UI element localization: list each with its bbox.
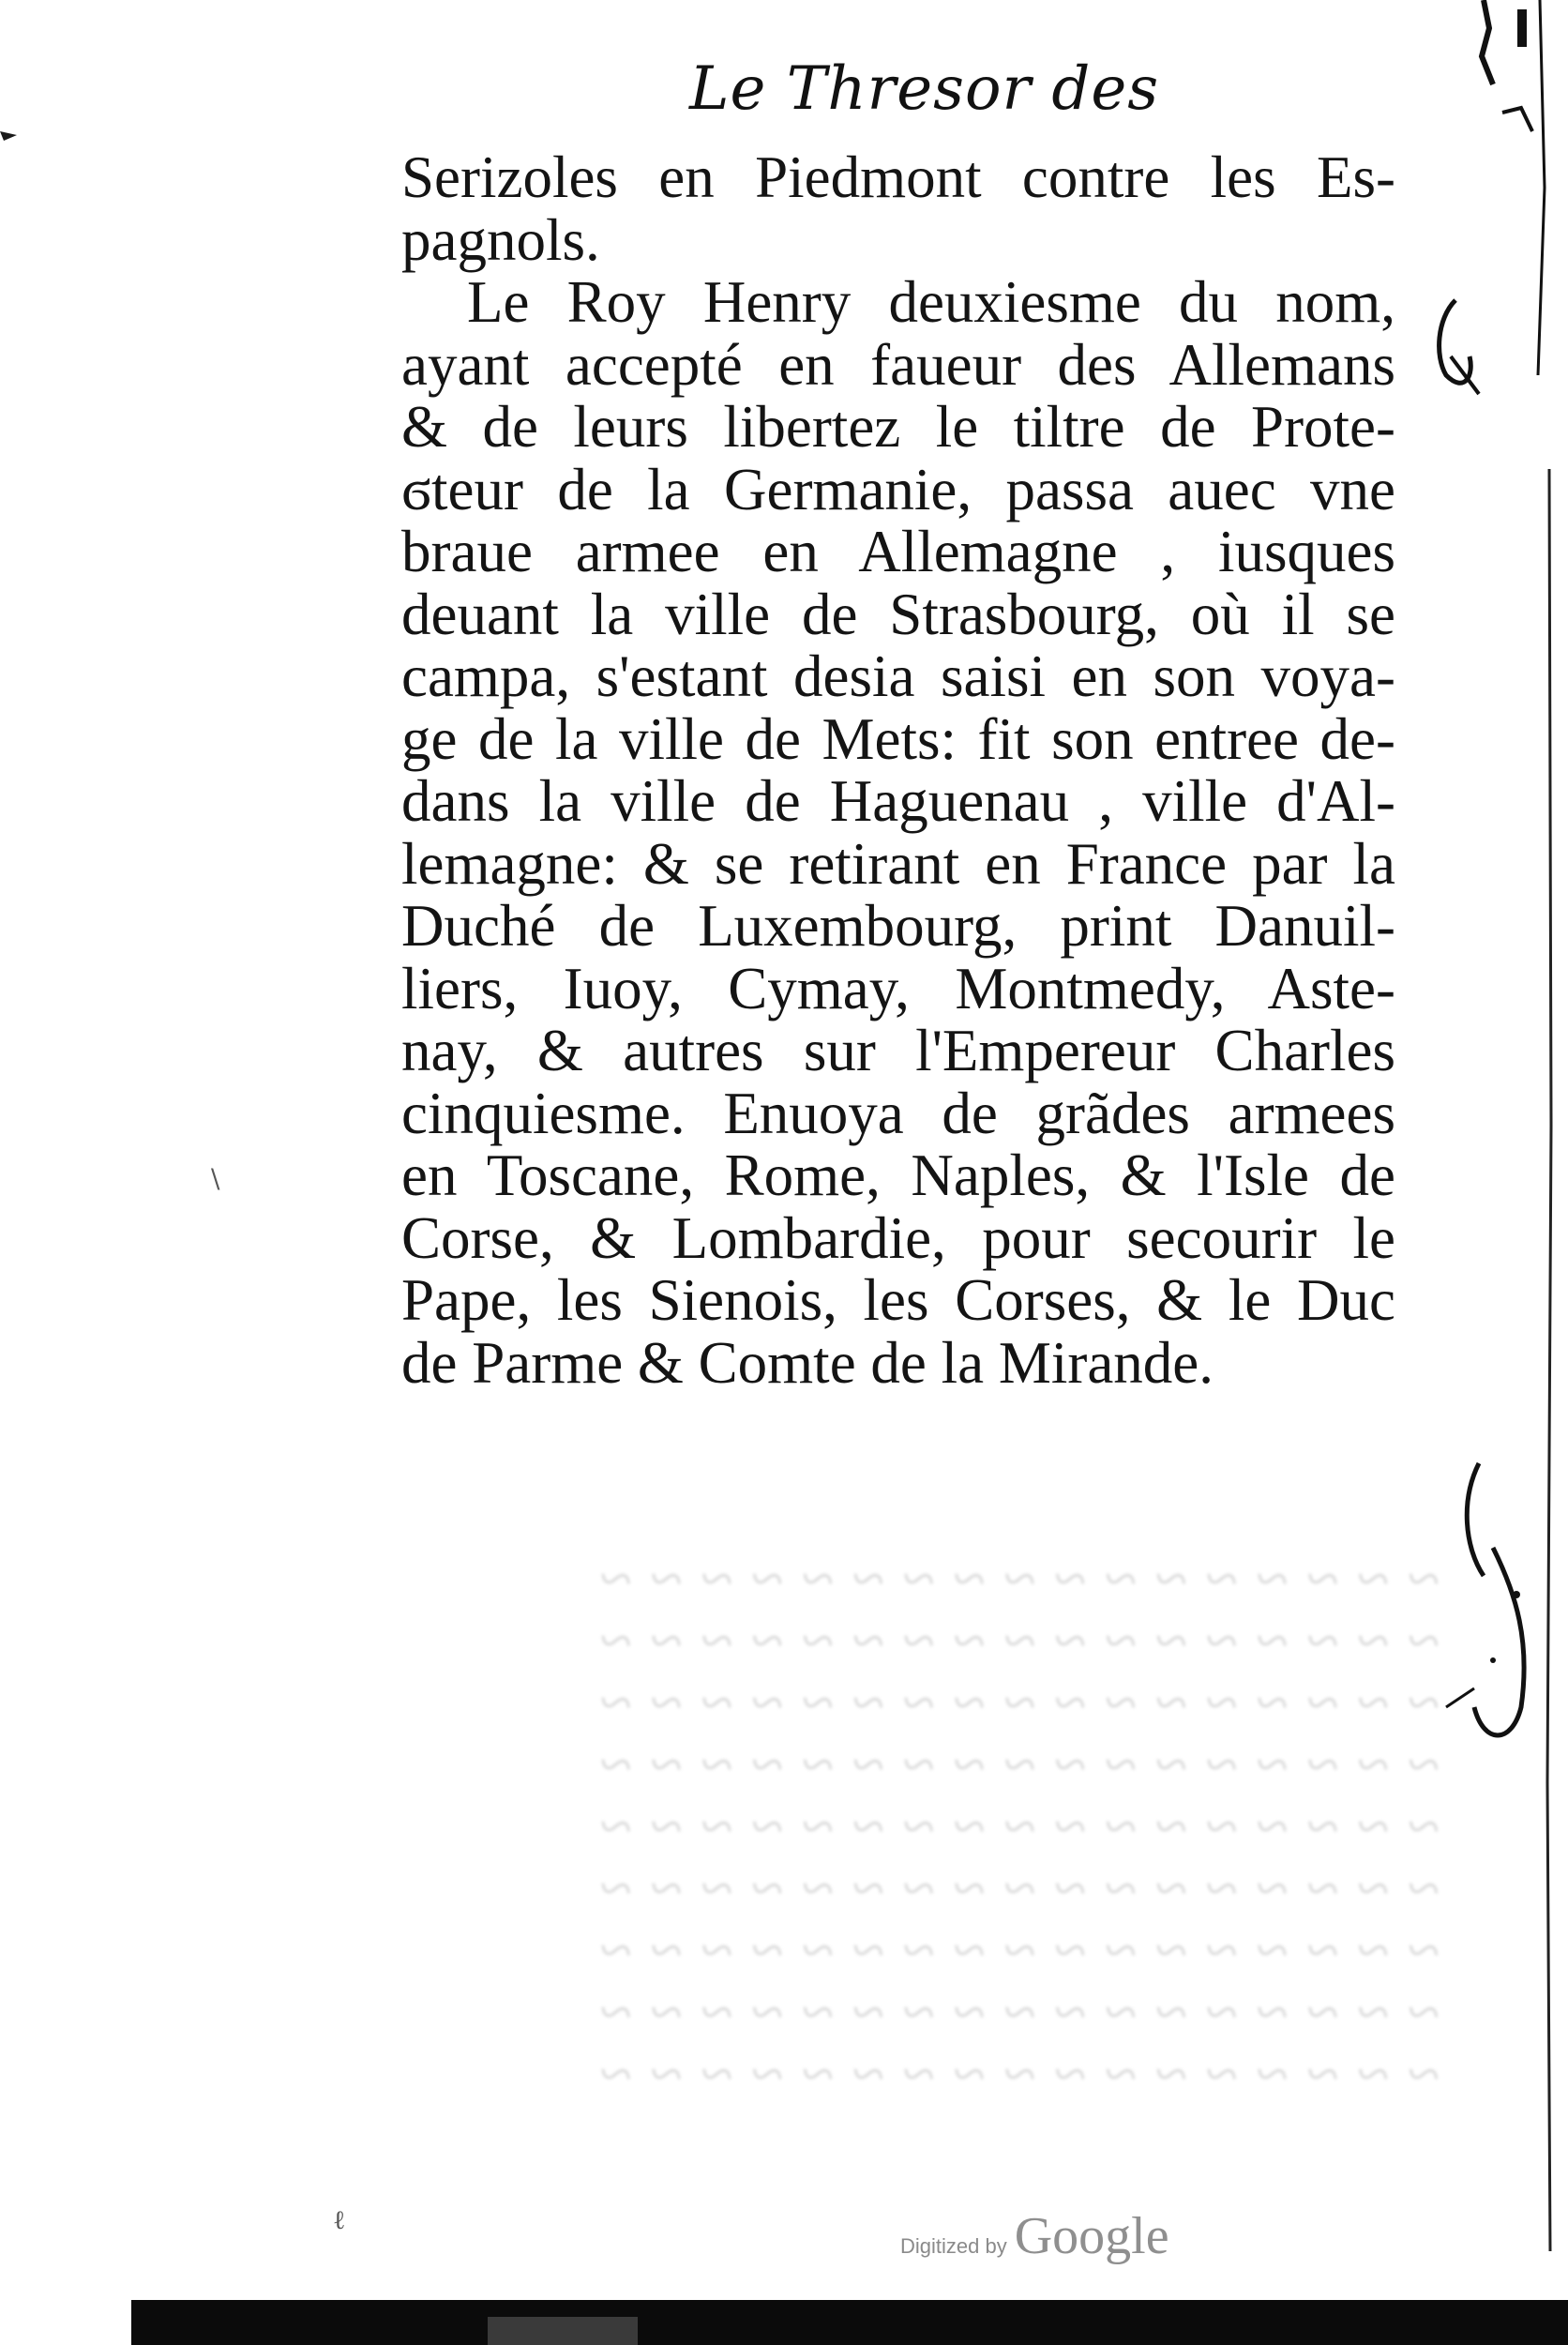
stray-mark: ℓ [333, 2204, 346, 2235]
text-line: liers, Iuoy, Cymay, Montmedy, Aste- [401, 955, 1395, 1021]
text-line: Le Roy Henry deuxiesme du nom, [467, 269, 1395, 335]
running-head: Le Thresor des [689, 54, 1160, 124]
show-through-bleed: ~ ~ ~ ~ ~ ~ ~ ~ ~ ~ ~ ~ ~ ~ ~ ~ ~ ~ ~ ~ ~ ~ ~ ~ ~ ~ ~ ~ ~ ~ ~ ~ ~ ~ ~ ~ ~ ~ ~ ~ ~ ~ ~ ~ ~ ~ ~ ~ ~ ~ ~ ~ ~ ~ ~ ~ ~ ~ ~ ~ ~ ~ ~ ~ ~ ~ ~ ~ ~ ~ ~ ~ ~ ~ ~ ~ ~ ~ ~ ~ ~ ~ ~ ~ ~ ~ ~ ~ ~ ~ ~ ~ ~ ~ ~ ~ ~ ~ ~ ~ ~ ~ ~ ~ ~ ~ ~ ~ ~ ~ ~ ~ ~ ~ ~ ~ ~ ~ ~ ~ ~ ~ ~ ~ ~ ~ ~ ~ ~ ~ ~ ~ ~ ~ ~ ~ ~ ~ ~ ~ ~ ~ ~ ~ ~ ~ ~ ~ ~ ~ ~ ~ ~ [597, 1546, 1440, 2107]
text-line: ϭteur de la Germanie, passa auec vne [401, 456, 1395, 522]
digitized-by-watermark [900, 2206, 1169, 2266]
text-line: dans la ville de Haguenau , ville d'Al- [401, 768, 1395, 834]
body-text [401, 146, 1395, 1394]
binding-edge-right [1427, 0, 1568, 2251]
text-line: Corse, & Lombardie, pour secourir le [401, 1204, 1395, 1271]
text-line: nay, & autres sur l'Empereur Charles [401, 1018, 1395, 1083]
text-line: de Parme & Comte de la Mirande. [401, 1329, 1214, 1396]
google-logo: Google [1014, 2207, 1169, 2265]
text-line: Pape, les Sienois, les Corses, & le Duc [401, 1267, 1395, 1333]
text-line: ayant accepté en faueur des Allemans [401, 331, 1395, 398]
text-line: lemagne: & se retirant en France par la [401, 830, 1395, 897]
text-line: deuant la ville de Strasbourg, où il se [401, 581, 1395, 647]
text-line: & de leurs libertez le tiltre de Prote- [401, 394, 1395, 460]
stray-mark: \ [211, 1163, 220, 1194]
text-line: braue armee en Allemagne , iusques [401, 519, 1395, 584]
text-line: pagnols. [401, 206, 600, 273]
digitized-prefix: Digitized by [900, 2234, 1007, 2258]
text-line: en Toscane, Rome, Naples, & l'Isle de [401, 1142, 1395, 1208]
text-line: Duché de Luxembourg, print Danuil- [401, 893, 1395, 959]
text-line: ge de la ville de Mets: fit son entree de- [401, 705, 1395, 772]
text-line: campa, s'estant desia saisi en son voya- [401, 643, 1395, 709]
page-edge-mark-left [0, 122, 21, 148]
text-line: Serizoles en Piedmont contre les Es- [401, 144, 1395, 210]
text-line: cinquiesme. Enuoya de grãdes armees [401, 1080, 1395, 1146]
torn-edge-mark [488, 2317, 638, 2345]
scan-bottom-edge [131, 2300, 1568, 2345]
